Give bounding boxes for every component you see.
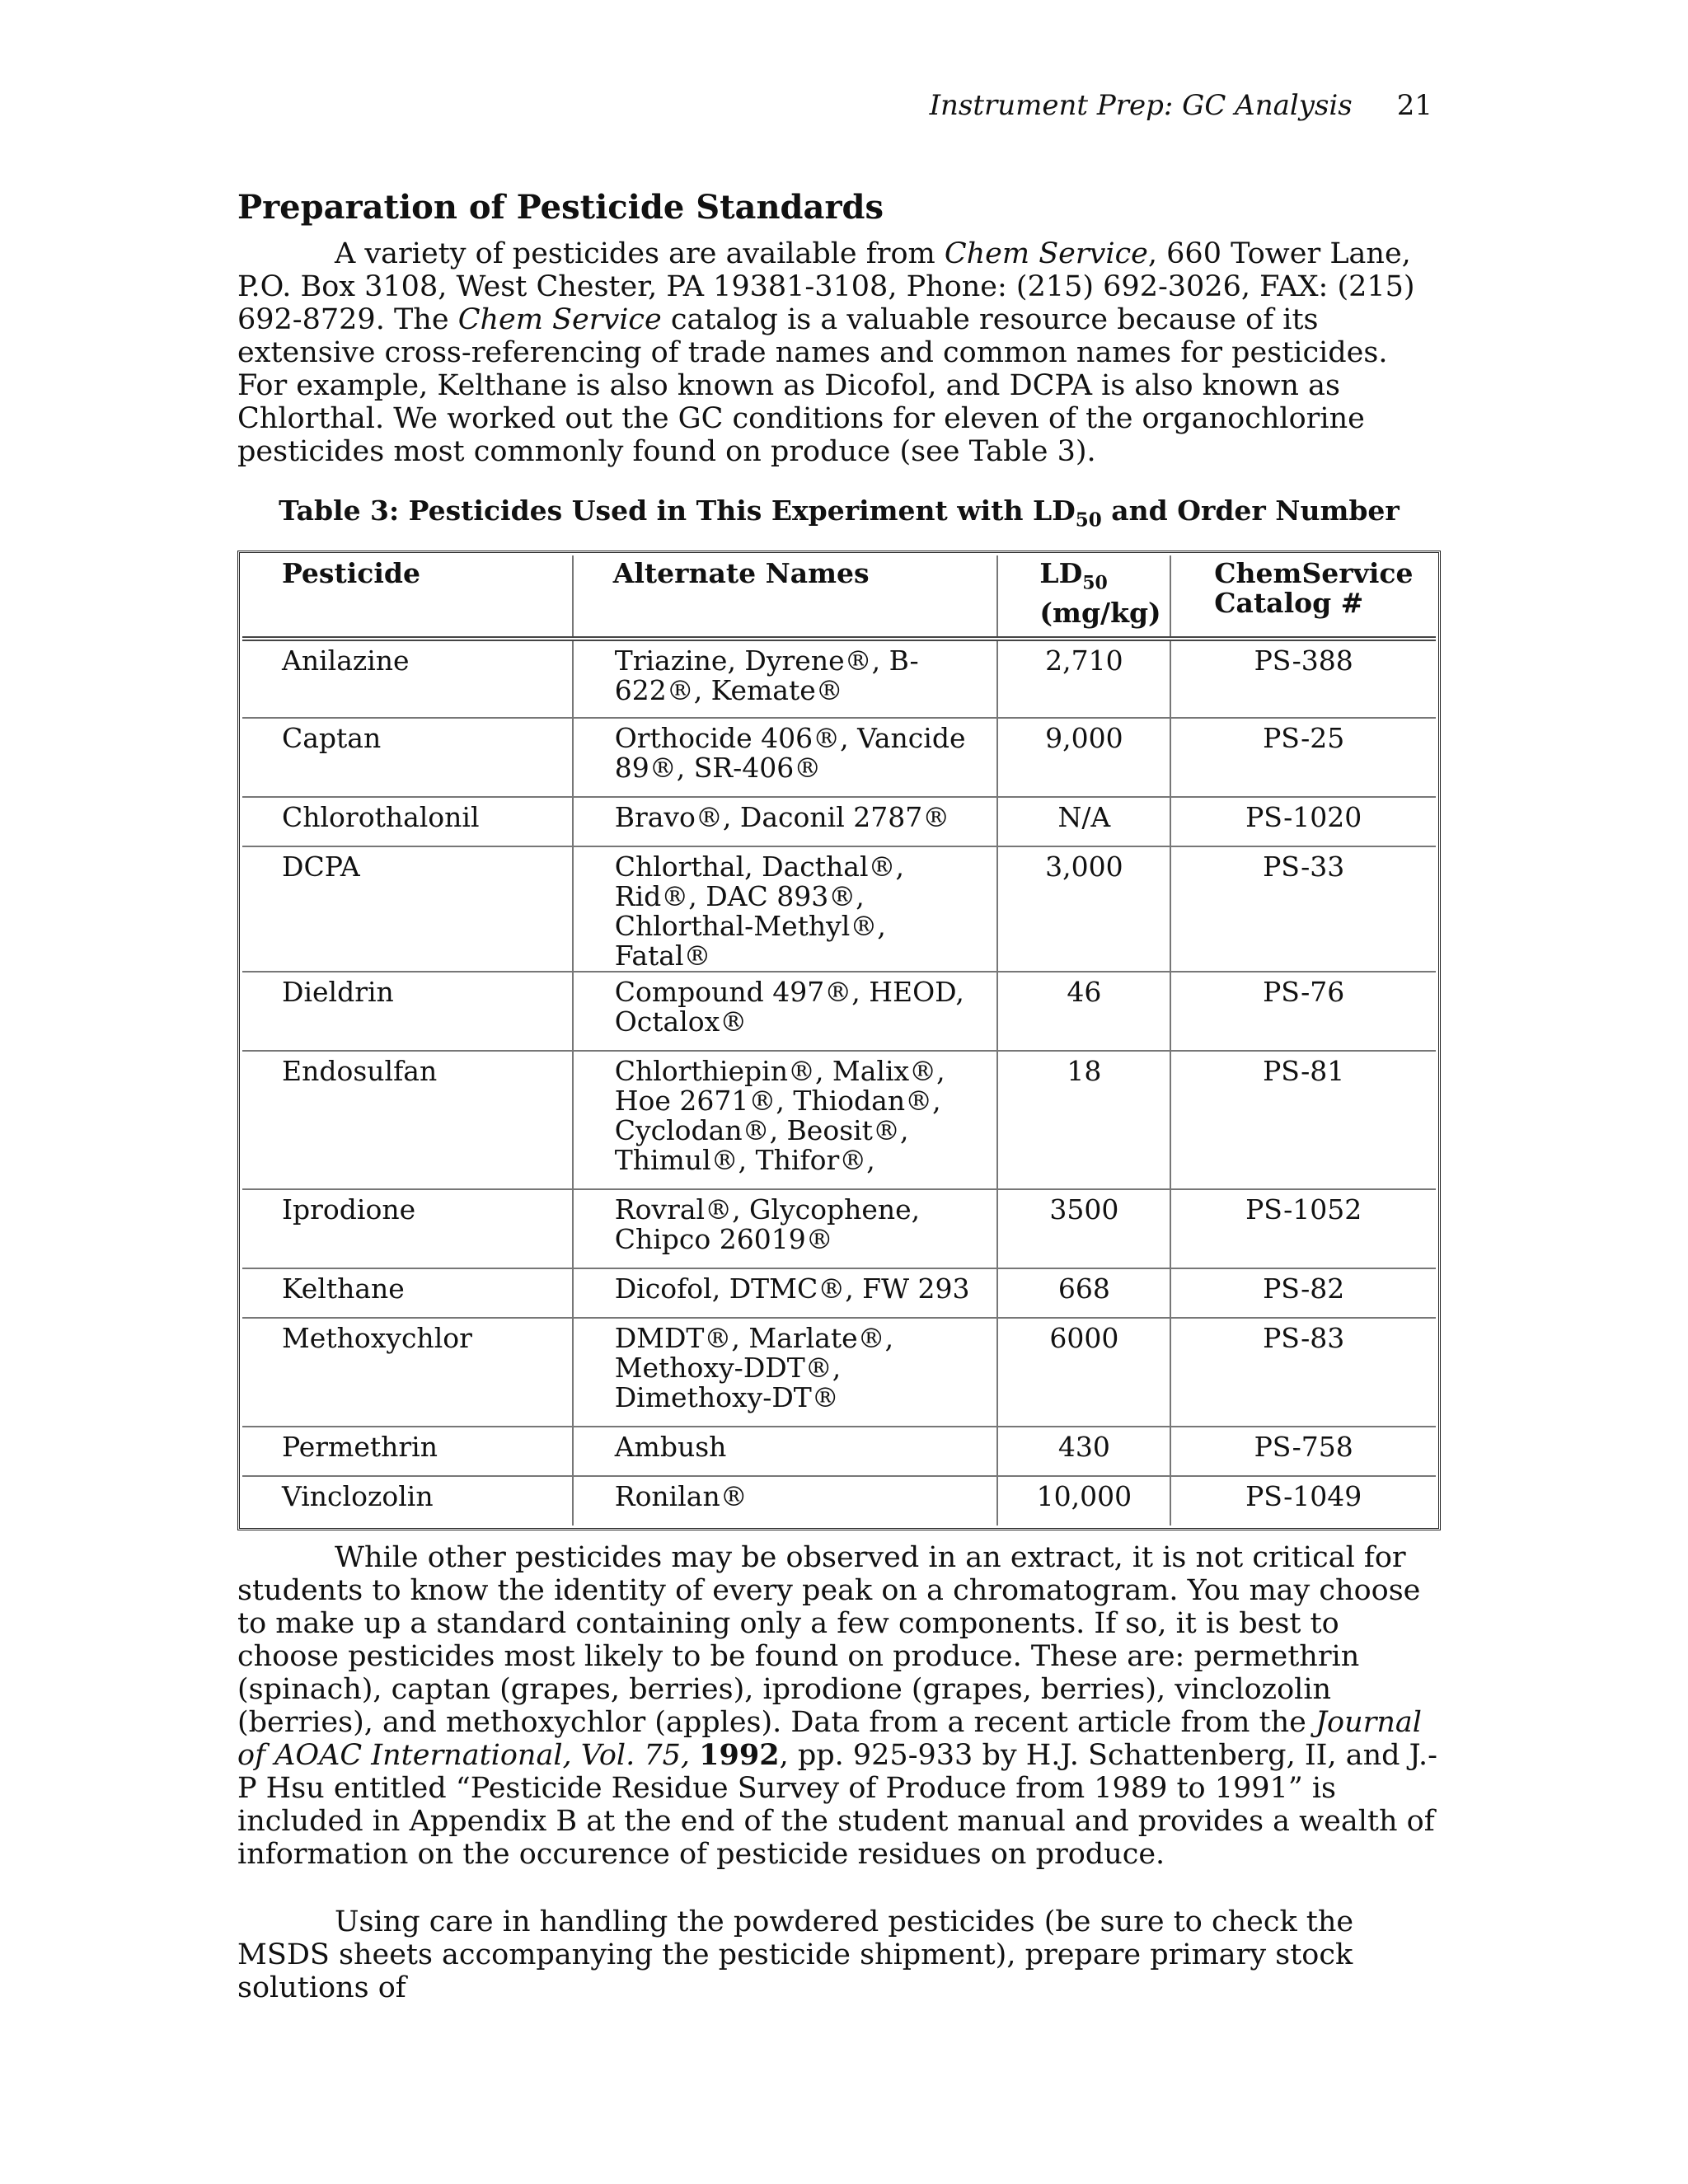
cell-alternate-names: Chlorthal, Dacthal®, Rid®, DAC 893®, Chlorthal-Methyl®, Fatal® [573, 846, 998, 972]
header-pesticide: Pesticide [242, 555, 573, 639]
cell-catalog: PS-1020 [1170, 797, 1436, 846]
header-catalog-line2: Catalog # [1214, 587, 1364, 619]
header-catalog [1170, 555, 1436, 639]
cell-alternate-names: Compound 497®, HEOD, Octalox® [573, 972, 998, 1051]
cell-alternate-names: Ambush [573, 1427, 998, 1476]
cell-alternate-names: Orthocide 406®, Vancide 89®, SR-406® [573, 718, 998, 797]
cell-catalog: PS-1052 [1170, 1189, 1436, 1268]
cell-catalog: PS-33 [1170, 846, 1436, 972]
cell-ld50: 46 [997, 972, 1170, 1051]
cell-pesticide: Dieldrin [242, 972, 573, 1051]
p2-italic-1: Journal of AOAC International, Vol. 75, [237, 1706, 1422, 1772]
cell-alternate-names: DMDT®, Marlate®, Methoxy-DDT®, Dimethoxy-DT® [573, 1318, 998, 1427]
cell-catalog: PS-1049 [1170, 1476, 1436, 1526]
p1-italic-1: Chem Service [944, 237, 1148, 270]
cell-catalog: PS-25 [1170, 718, 1436, 797]
cell-pesticide: Endosulfan [242, 1051, 573, 1189]
cell-alternate-names: Triazine, Dyrene®, B-622®, Kemate® [573, 639, 998, 718]
cell-ld50: 3,000 [997, 846, 1170, 972]
table-row [242, 1268, 1436, 1318]
cell-ld50: N/A [997, 797, 1170, 846]
table-row [242, 639, 1436, 718]
header-ld-sub: 50 [1082, 572, 1108, 594]
p2-bold-1: 1992 [699, 1738, 780, 1772]
pesticide-table [242, 555, 1436, 1526]
cell-pesticide: Anilazine [242, 639, 573, 718]
cell-catalog: PS-76 [1170, 972, 1436, 1051]
cell-ld50: 430 [997, 1427, 1170, 1476]
cell-catalog: PS-83 [1170, 1318, 1436, 1427]
table-row [242, 1476, 1436, 1526]
cell-ld50: 2,710 [997, 639, 1170, 718]
p1-italic-2: Chem Service [457, 303, 662, 336]
cell-catalog: PS-388 [1170, 639, 1436, 718]
intro-paragraph [237, 237, 1441, 468]
p1-text-1: A variety of pesticides are available from [335, 237, 945, 270]
cell-catalog: PS-81 [1170, 1051, 1436, 1189]
running-title: Instrument Prep: GC Analysis [929, 89, 1353, 122]
table-row [242, 1318, 1436, 1427]
caption-pre: Table 3: Pesticides Used in This Experiment with LD [279, 494, 1076, 527]
cell-ld50: 9,000 [997, 718, 1170, 797]
header-ld-unit: (mg/kg) [1039, 596, 1161, 629]
p1-text-3: catalog is a valuable resource because of its extensive cross-referencing of trade names and common names for pesticides. For example, Kelthane is also known as Dicofol, and DCPA is also known as Chlorthal. We worked out the GC conditions for eleven of the organochlorine pesticides most commonly found on produce (see Table 3). [237, 303, 1388, 468]
running-header [0, 89, 1432, 122]
caption-sub: 50 [1075, 509, 1102, 532]
cell-pesticide: Methoxychlor [242, 1318, 573, 1427]
cell-ld50: 668 [997, 1268, 1170, 1318]
cell-ld50: 3500 [997, 1189, 1170, 1268]
cell-pesticide: Vinclozolin [242, 1476, 573, 1526]
p2-text-1: While other pesticides may be observed in an extract, it is not critical for students to know the identity of every peak on a chromatogram. You may choose to make up a standard containing only a few components. If so, it is best to choose pesticides most likely to be found on produce. These are: permethrin (spinach), captan (grapes, berries), iprodione (grapes, berries), vinclozolin (berries), and methoxychlor (apples). Data from a recent article from the [237, 1541, 1421, 1739]
cell-alternate-names: Ronilan® [573, 1476, 998, 1526]
cell-alternate-names: Rovral®, Glycophene, Chipco 26019® [573, 1189, 998, 1268]
table-header-row [242, 555, 1436, 639]
p3-text-1: Using care in handling the powdered pesticides (be sure to check the MSDS sheets accompanying the pesticide shipment), prepare primary stock solutions of [237, 1905, 1354, 2004]
cell-alternate-names: Dicofol, DTMC®, FW 293 [573, 1268, 998, 1318]
table-row [242, 797, 1436, 846]
body-paragraph-2 [237, 1541, 1441, 1871]
cell-pesticide: Permethrin [242, 1427, 573, 1476]
cell-pesticide: Kelthane [242, 1268, 573, 1318]
page-number: 21 [1396, 89, 1432, 122]
cell-pesticide: Captan [242, 718, 573, 797]
header-catalog-line1: ChemService [1214, 557, 1414, 589]
cell-ld50: 6000 [997, 1318, 1170, 1427]
cell-pesticide: Iprodione [242, 1189, 573, 1268]
body-paragraph-3 [237, 1905, 1441, 2004]
cell-pesticide: Chlorothalonil [242, 797, 573, 846]
cell-alternate-names: Chlorthiepin®, Malix®, Hoe 2671®, Thiodan®, Cyclodan®, Beosit®, Thimul®, Thifor®, [573, 1051, 998, 1189]
caption-post: and Order Number [1101, 494, 1400, 527]
header-ld: LD [1039, 557, 1083, 589]
table-row [242, 846, 1436, 972]
p1-text-2: , 660 Tower Lane, P.O. Box 3108, West Chester, PA 19381-3108, Phone: (215) 692-3026, FAX: (215) 692-8729. The [237, 237, 1415, 336]
cell-catalog: PS-82 [1170, 1268, 1436, 1318]
p2-text-2: , pp. 925-933 by H.J. Schattenberg, II, and J.-P Hsu entitled “Pesticide Residue Survey of Produce from 1989 to 1991” is included in Appendix B at the end of the student manual and provides a wealth of information on the occurence of pesticide residues on produce. [237, 1739, 1437, 1871]
header-ld50 [997, 555, 1170, 639]
table-row [242, 718, 1436, 797]
header-alternate-names: Alternate Names [573, 555, 998, 639]
section-title: Preparation of Pesticide Standards [237, 188, 884, 227]
cell-pesticide: DCPA [242, 846, 573, 972]
table-row [242, 1189, 1436, 1268]
cell-alternate-names: Bravo®, Daconil 2787® [573, 797, 998, 846]
table-caption [237, 494, 1441, 532]
table-row [242, 1051, 1436, 1189]
cell-ld50: 18 [997, 1051, 1170, 1189]
table-row [242, 972, 1436, 1051]
cell-catalog: PS-758 [1170, 1427, 1436, 1476]
table-row [242, 1427, 1436, 1476]
cell-ld50: 10,000 [997, 1476, 1170, 1526]
pesticide-table-frame [237, 551, 1441, 1530]
